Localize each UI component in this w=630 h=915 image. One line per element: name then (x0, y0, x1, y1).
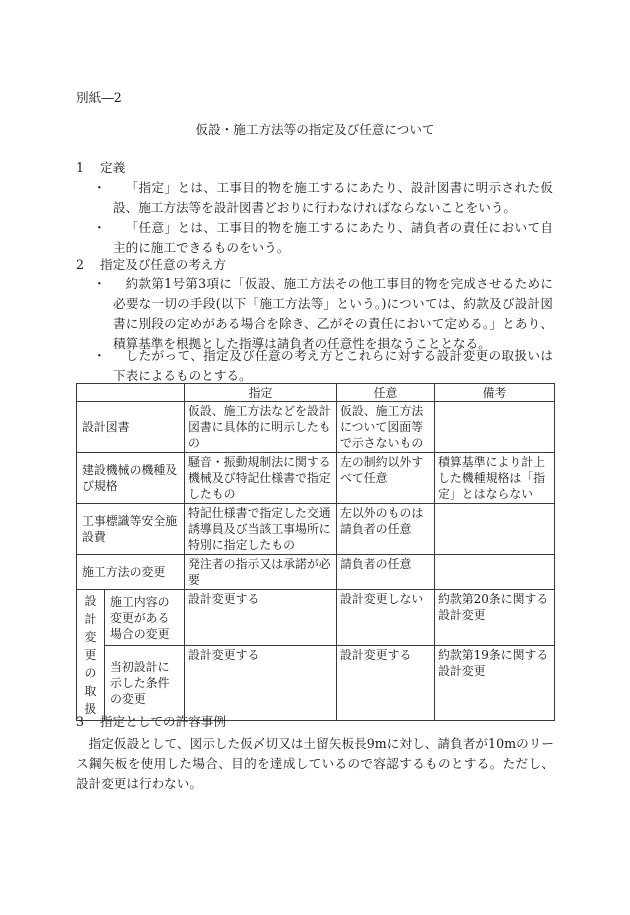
cell-designated: 設計変更する (185, 590, 337, 646)
section3-body: 指定仮設として、図示した仮〆切又は土留矢板長9mに対し、請負者が10mのリース鋼矢板を使用した場合、目的を達成しているので容認するものとする。ただし、設計変更は行わない。 (76, 736, 554, 791)
section2-bullet-1-text: 約款第1号第3項に「仮設、施工方法その他工事目的物を完成させるために必要な一切の手段(以下「施工方法等」という。)については、約款及び設計図書に別段の定めがある場合を除き、乙がその責任において定める。」とあり、積算基準を根拠とした指導は請負者の任意性を損なうこととなる。 (113, 276, 553, 351)
table-row (77, 402, 555, 453)
section3-title: 指定としての許容事例 (100, 714, 226, 729)
cell-designated: 仮設、施工方法などを設計図書に具体的に明示したもの (185, 402, 337, 453)
subrow-label: 施工内容の変更がある場合の変更 (105, 590, 185, 646)
table-header-row (77, 384, 555, 402)
bullet-marker: ・ (93, 348, 106, 363)
row-label: 施工方法の変更 (77, 555, 185, 590)
section2-number: 2 (76, 257, 85, 272)
cell-designated: 設計変更する (185, 646, 337, 721)
cell-remarks: 約款第19条に関する設計変更 (435, 646, 555, 721)
group-label-char: 設 (84, 594, 97, 608)
bullet-marker: ・ (93, 180, 106, 195)
table-row (77, 590, 555, 646)
section1-title: 定義 (100, 160, 126, 175)
section1-bullet-2 (93, 218, 553, 258)
section1-bullet-1 (93, 178, 553, 218)
cell-remarks (435, 555, 555, 590)
cell-optional: 仮設、施工方法について図面等で示さないもの (337, 402, 435, 453)
section3-heading (76, 712, 226, 732)
table-row (77, 646, 555, 721)
cell-optional: 左以外のものは請負者の任意 (337, 504, 435, 555)
table-row (77, 555, 555, 590)
cell-optional: 設計変更しない (337, 590, 435, 646)
header-optional: 任意 (337, 384, 435, 402)
group-label-char: 更 (84, 648, 97, 662)
cell-remarks (435, 402, 555, 453)
cell-designated: 騒音・振動規制法に関する機械及び特記仕様書で指定したもの (185, 453, 337, 504)
cell-optional: 左の制約以外すべて任意 (337, 453, 435, 504)
cell-remarks (435, 504, 555, 555)
section1-heading (76, 158, 125, 178)
header-remarks: 備考 (435, 384, 555, 402)
header-designated: 指定 (185, 384, 337, 402)
section1-bullet-1-text: 「指定」とは、工事目的物を施工するにあたり、設計図書に明示された仮設、施工方法等を設計図書どおりに行わなければならないことをいう。 (113, 180, 553, 215)
cell-designated: 特記仕様書で指定した交通誘導員及び当該工事場所に特別に指定したもの (185, 504, 337, 555)
group-label-char: 変 (84, 630, 97, 644)
group-label-char: 扱 (84, 702, 97, 716)
group-label-char: の (84, 666, 97, 680)
cell-remarks: 積算基準により計上した機種規格は「指定」とはならない (435, 453, 555, 504)
table-row (77, 504, 555, 555)
document-title: 仮設・施工方法等の指定及び任意について (195, 122, 435, 137)
group-label-char: 計 (84, 612, 97, 626)
header-blank-cell (77, 384, 185, 402)
section3-number: 3 (76, 714, 85, 729)
cell-designated: 発注者の指示又は承諾が必要 (185, 555, 337, 590)
cell-optional: 設計変更する (337, 646, 435, 721)
group-label-char: 取 (84, 684, 97, 698)
designation-table (76, 383, 555, 721)
subrow-label: 当初設計に示した条件の変更 (105, 646, 185, 721)
section2-heading (76, 255, 226, 275)
cell-remarks: 約款第20条に関する設計変更 (435, 590, 555, 646)
row-label: 工事標識等安全施設費 (77, 504, 185, 555)
section2-title: 指定及び任意の考え方 (100, 257, 226, 272)
section2-bullet-2 (93, 346, 553, 386)
row-label: 設計図書 (77, 402, 185, 453)
section1-bullet-2-text: 「任意」とは、工事目的物を施工するにあたり、請負者の責任において自主的に施工できるものをいう。 (113, 220, 553, 255)
section1-number: 1 (76, 160, 85, 175)
annex-label: 別紙―2 (76, 90, 122, 105)
bullet-marker: ・ (93, 220, 106, 235)
design-change-group-label (77, 590, 105, 721)
cell-optional: 請負者の任意 (337, 555, 435, 590)
section2-bullet-2-text: したがって、指定及び任意の考え方とこれらに対する設計変更の取扱いは下表によるものとする。 (113, 348, 553, 383)
section2-bullet-1 (93, 274, 553, 354)
row-label: 建設機械の機種及び規格 (77, 453, 185, 504)
bullet-marker: ・ (93, 276, 106, 291)
table-row (77, 453, 555, 504)
